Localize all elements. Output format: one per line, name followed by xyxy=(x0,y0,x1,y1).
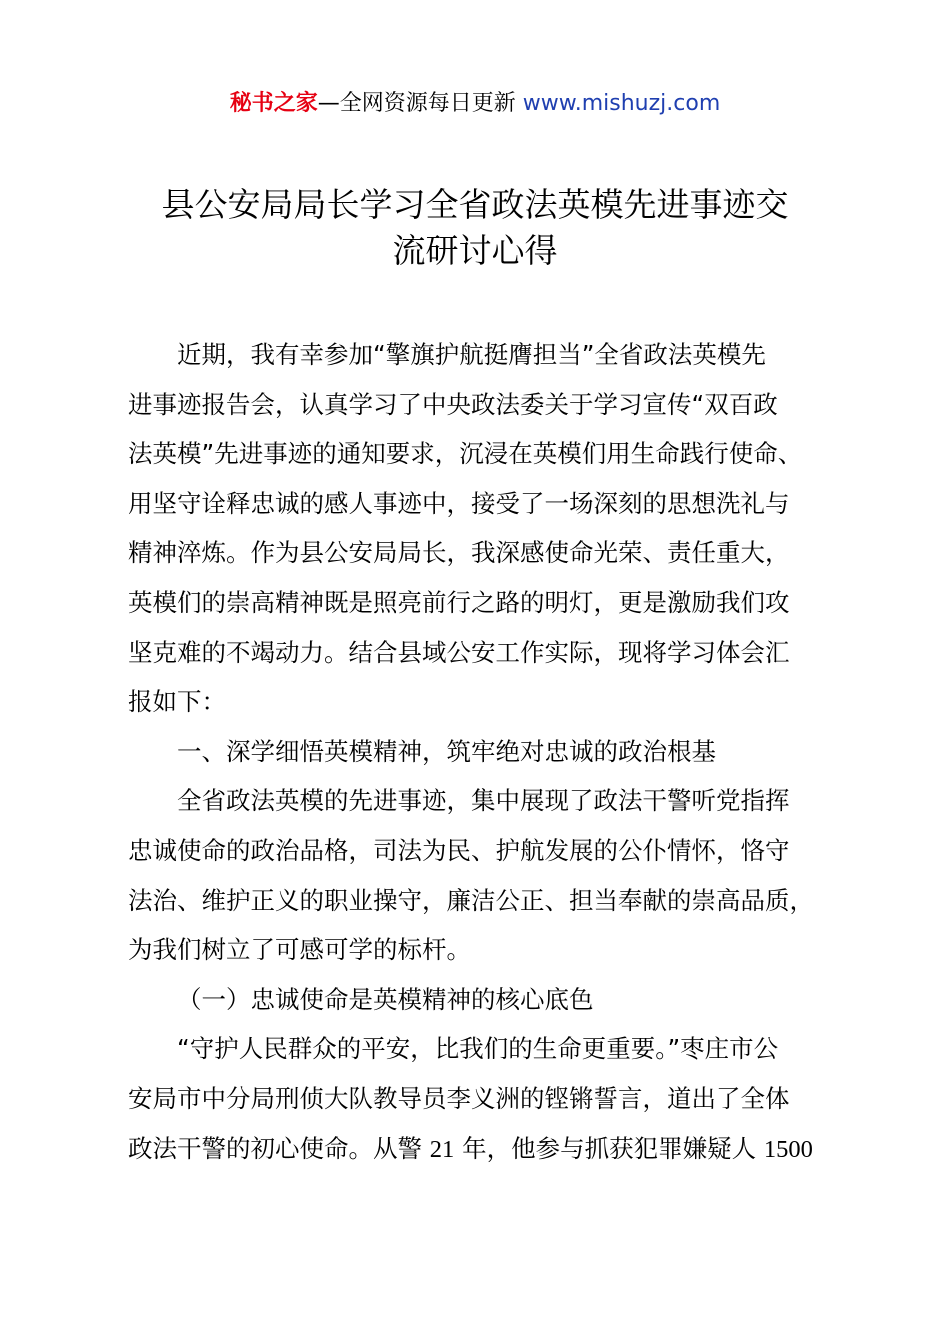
text-line: 忠诚使命的政治品格，司法为民、护航发展的公仆情怀，恪守 xyxy=(128,835,790,865)
text-line: 为我们树立了可感可学的标杆。 xyxy=(128,935,471,965)
text-line: 英模们的崇高精神既是照亮前行之路的明灯，更是激励我们攻 xyxy=(128,587,790,617)
text-line: 进事迹报告会，认真学习了中央政法委关于学习宣传“双百政 xyxy=(128,389,778,419)
title-line-2: 流研讨心得 xyxy=(392,231,558,270)
text-segment: 政法干警的初心使命。从警 xyxy=(128,1133,430,1163)
document-title xyxy=(110,182,840,274)
text-line: 报如下： xyxy=(128,687,226,717)
text-line: 近期，我有幸参加“擎旗护航挺膺担当”全省政法英模先 xyxy=(177,340,766,369)
paragraph-intro xyxy=(128,330,858,727)
subheading-text: （一）忠诚使命是英模精神的核心底色 xyxy=(177,984,594,1014)
site-header xyxy=(0,88,950,120)
text-line: “守护人民群众的平安，比我们的生命更重要。”枣庄市公 xyxy=(177,1034,779,1064)
heading-text: 一、深学细悟英模精神，筑牢绝对忠诚的政治根基 xyxy=(177,736,716,766)
text-line: 法英模”先进事迹的通知要求，沉浸在英模们用生命践行使命、 xyxy=(128,439,803,469)
document-body xyxy=(128,330,858,1174)
text-line: 精神淬炼。作为县公安局局长，我深感使命光荣、责任重大， xyxy=(128,538,790,568)
subsection-heading-1 xyxy=(128,975,858,1025)
text-line: 安局市中分局刑侦大队教导员李义洲的铿锵誓言，道出了全体 xyxy=(128,1083,790,1113)
section-heading-1 xyxy=(128,727,858,777)
text-segment: 年，他参与抓获犯罪嫌疑人 xyxy=(454,1133,764,1163)
title-line-1: 县公安局局长学习全省政法英模先进事迹交 xyxy=(161,185,789,224)
site-url-link[interactable]: www.mishuzj.com xyxy=(522,91,721,116)
text-line: 用坚守诠释忠诚的感人事迹中，接受了一场深刻的思想洗礼与 xyxy=(128,488,790,518)
number-text: 21 xyxy=(429,1135,455,1163)
number-text: 1500 xyxy=(763,1135,813,1163)
text-line: 全省政法英模的先进事迹，集中展现了政法干警听党指挥 xyxy=(177,786,790,816)
text-line xyxy=(128,1124,858,1175)
paragraph-section-1 xyxy=(128,776,858,974)
header-slogan: —全网资源每日更新 xyxy=(317,91,523,116)
paragraph-subsection-1 xyxy=(128,1024,858,1174)
text-line: 法治、维护正义的职业操守，廉洁公正、担当奉献的崇高品质， xyxy=(128,885,814,915)
text-line: 坚克难的不竭动力。结合县域公安工作实际，现将学习体会汇 xyxy=(128,637,790,667)
brand-name: 秘书之家 xyxy=(229,91,318,116)
